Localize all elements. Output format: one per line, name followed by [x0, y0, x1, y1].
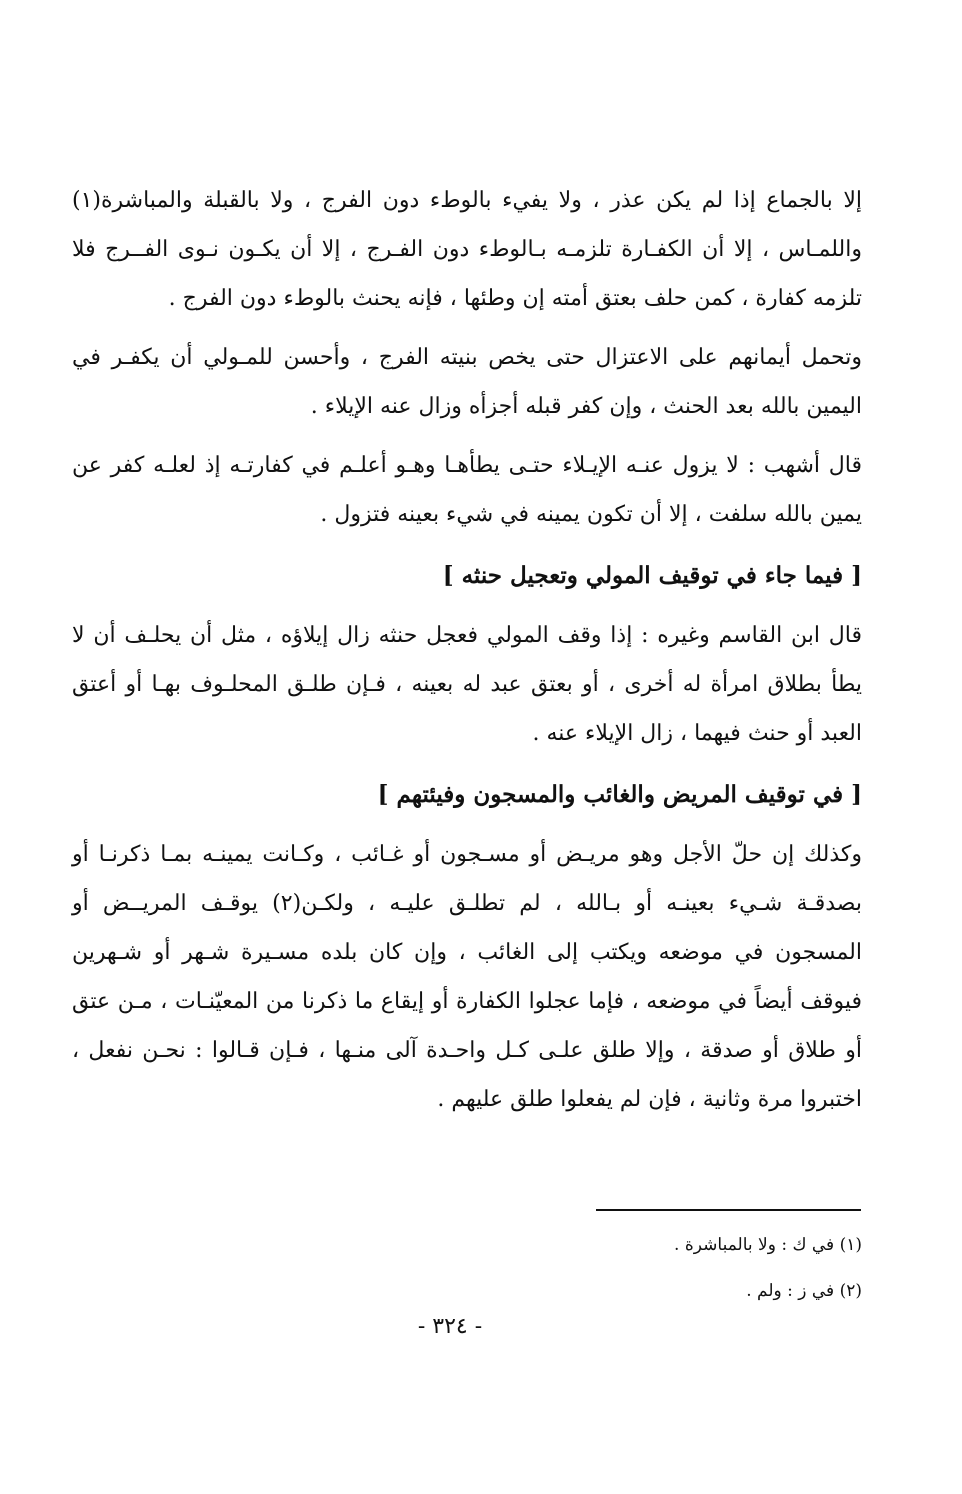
footnote-2: (٢) في ز : ولم .: [746, 1281, 862, 1301]
footnote-divider: [596, 1209, 861, 1211]
page-number: - ٣٢٤ -: [417, 1314, 483, 1339]
paragraph-1: إلا بالجماع إذا لم يكن عذر ، ولا يفيء بالوطء دون الفرج ، ولا بالقبلة والمباشرة(١) واللمـاس ، إلا أن الكفـارة تلزمـه بـالوطء دون الفـرج ، إلا أن يكـون نـوى الفــرج فلا تلزمه كفارة ، كمن حلف بعتق أمته إن وطئها ، فإنه يحنث بالوطء دون الفرج .: [72, 188, 863, 311]
paragraph-5: وكذلك إن حلّ الأجل وهو مريـض أو مسـجون أو غـائب ، وكـانت يمينـه بمـا ذكرنـا أو بصدقـة شـيء بعينـه أو بـالله ، لم تطلـق عليـه ، ولكـن(٢) يوقـف المريــض أو المسجون في موضعه ويكتب إلى الغائب ، وإن كان بلده مسـيرة شـهر أو شـهرين فيوقف أيضاً في موضعه ، فإما عجلوا الكفارة أو إيقاع ما ذكرنا من المعيّنـات ، مـن عتق أو طلاق أو صدقة ، وإلا طلق علـى كـل واحـدة آلى منـها ، فـإن قـالوا : نحـن نفعل ، اختبروا مرة وثانية ، فإن لم يفعلوا طلق عليهم .: [72, 842, 863, 1112]
section-heading-1: [ فيما جاء في توقيف المولي وتعجيل حنثه ]: [442, 562, 862, 589]
footnote-1: (١) في ك : ولا بالمباشرة .: [674, 1235, 862, 1255]
section-heading-2: [ في توقيف المريض والغائب والمسجون وفيئتهم ]: [377, 781, 862, 808]
paragraph-2: وتحمل أيمانهم على الاعتزال حتى يخص بنيته الفرج ، وأحسن للمـولي أن يكفـر في اليمين بالله بعد الحنث ، وإن كفر قبله أجزأه وزال عنه الإيلاء .: [72, 345, 862, 419]
paragraph-4: قال ابن القاسم وغيره : إذا وقف المولي فعجل حنثه زال إيلاؤه ، مثل أن يحلـف أن لا يطأ بطلاق امرأة له أخرى ، أو بعتق عبد له بعينه ، فـإن طلـق المحلـوف بهـا أو أعتق العبد أو حنث فيهما ، زال الإيلاء عنه .: [72, 623, 862, 746]
main-text: [72, 176, 862, 1134]
paragraph-3: قال أشهب : لا يزول عنـه الإيـلاء حتـى يطأهـا وهـو أعلـم في كفارتـه إذ لعلـه كفر عن يمين بالله سلفت ، إلا أن تكون يمينه في شيء بعينه فتزول .: [72, 453, 862, 527]
footnotes: [500, 1222, 862, 1314]
